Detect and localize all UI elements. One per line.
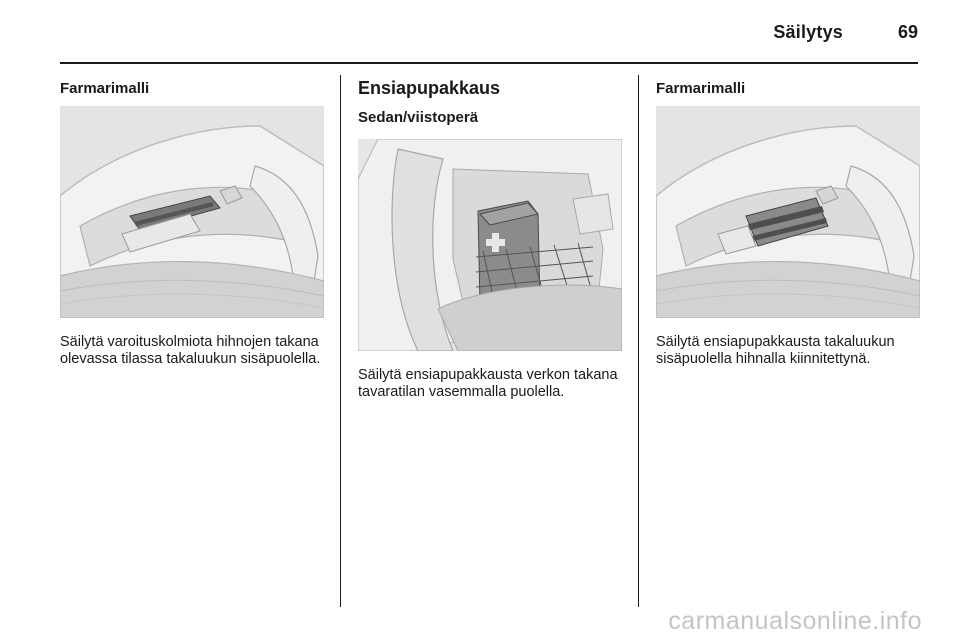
page-title: Säilytys bbox=[773, 22, 843, 42]
instruction-text: Säilytä varoituskolmiota hihnojen takana olevassa tilassa takaluukun sisäpuolella. bbox=[60, 334, 321, 367]
first-aid-kit-illustration bbox=[358, 139, 622, 351]
trunk-lid-illustration bbox=[60, 106, 324, 318]
page-header bbox=[60, 0, 918, 64]
watermark: carmanualsonline.info bbox=[668, 607, 922, 635]
page-number: 69 bbox=[897, 22, 918, 42]
column-divider bbox=[638, 75, 639, 607]
instruction-text: Säilytä ensiapupakkausta takaluukun sisäpuolella hihnalla kiinnitettynä. bbox=[656, 334, 895, 367]
section-title: Ensiapupakkaus bbox=[358, 78, 501, 98]
instruction-text: Säilytä ensiapupakkausta verkon takana tavaratilan vasemmalla puolella. bbox=[358, 367, 618, 400]
section-heading: Farmarimalli bbox=[60, 80, 150, 97]
section-heading: Sedan/viistoperä bbox=[358, 109, 479, 126]
trunk-lid-first-aid-illustration bbox=[656, 106, 920, 318]
section-heading: Farmarimalli bbox=[656, 80, 746, 97]
column-divider bbox=[340, 75, 341, 607]
